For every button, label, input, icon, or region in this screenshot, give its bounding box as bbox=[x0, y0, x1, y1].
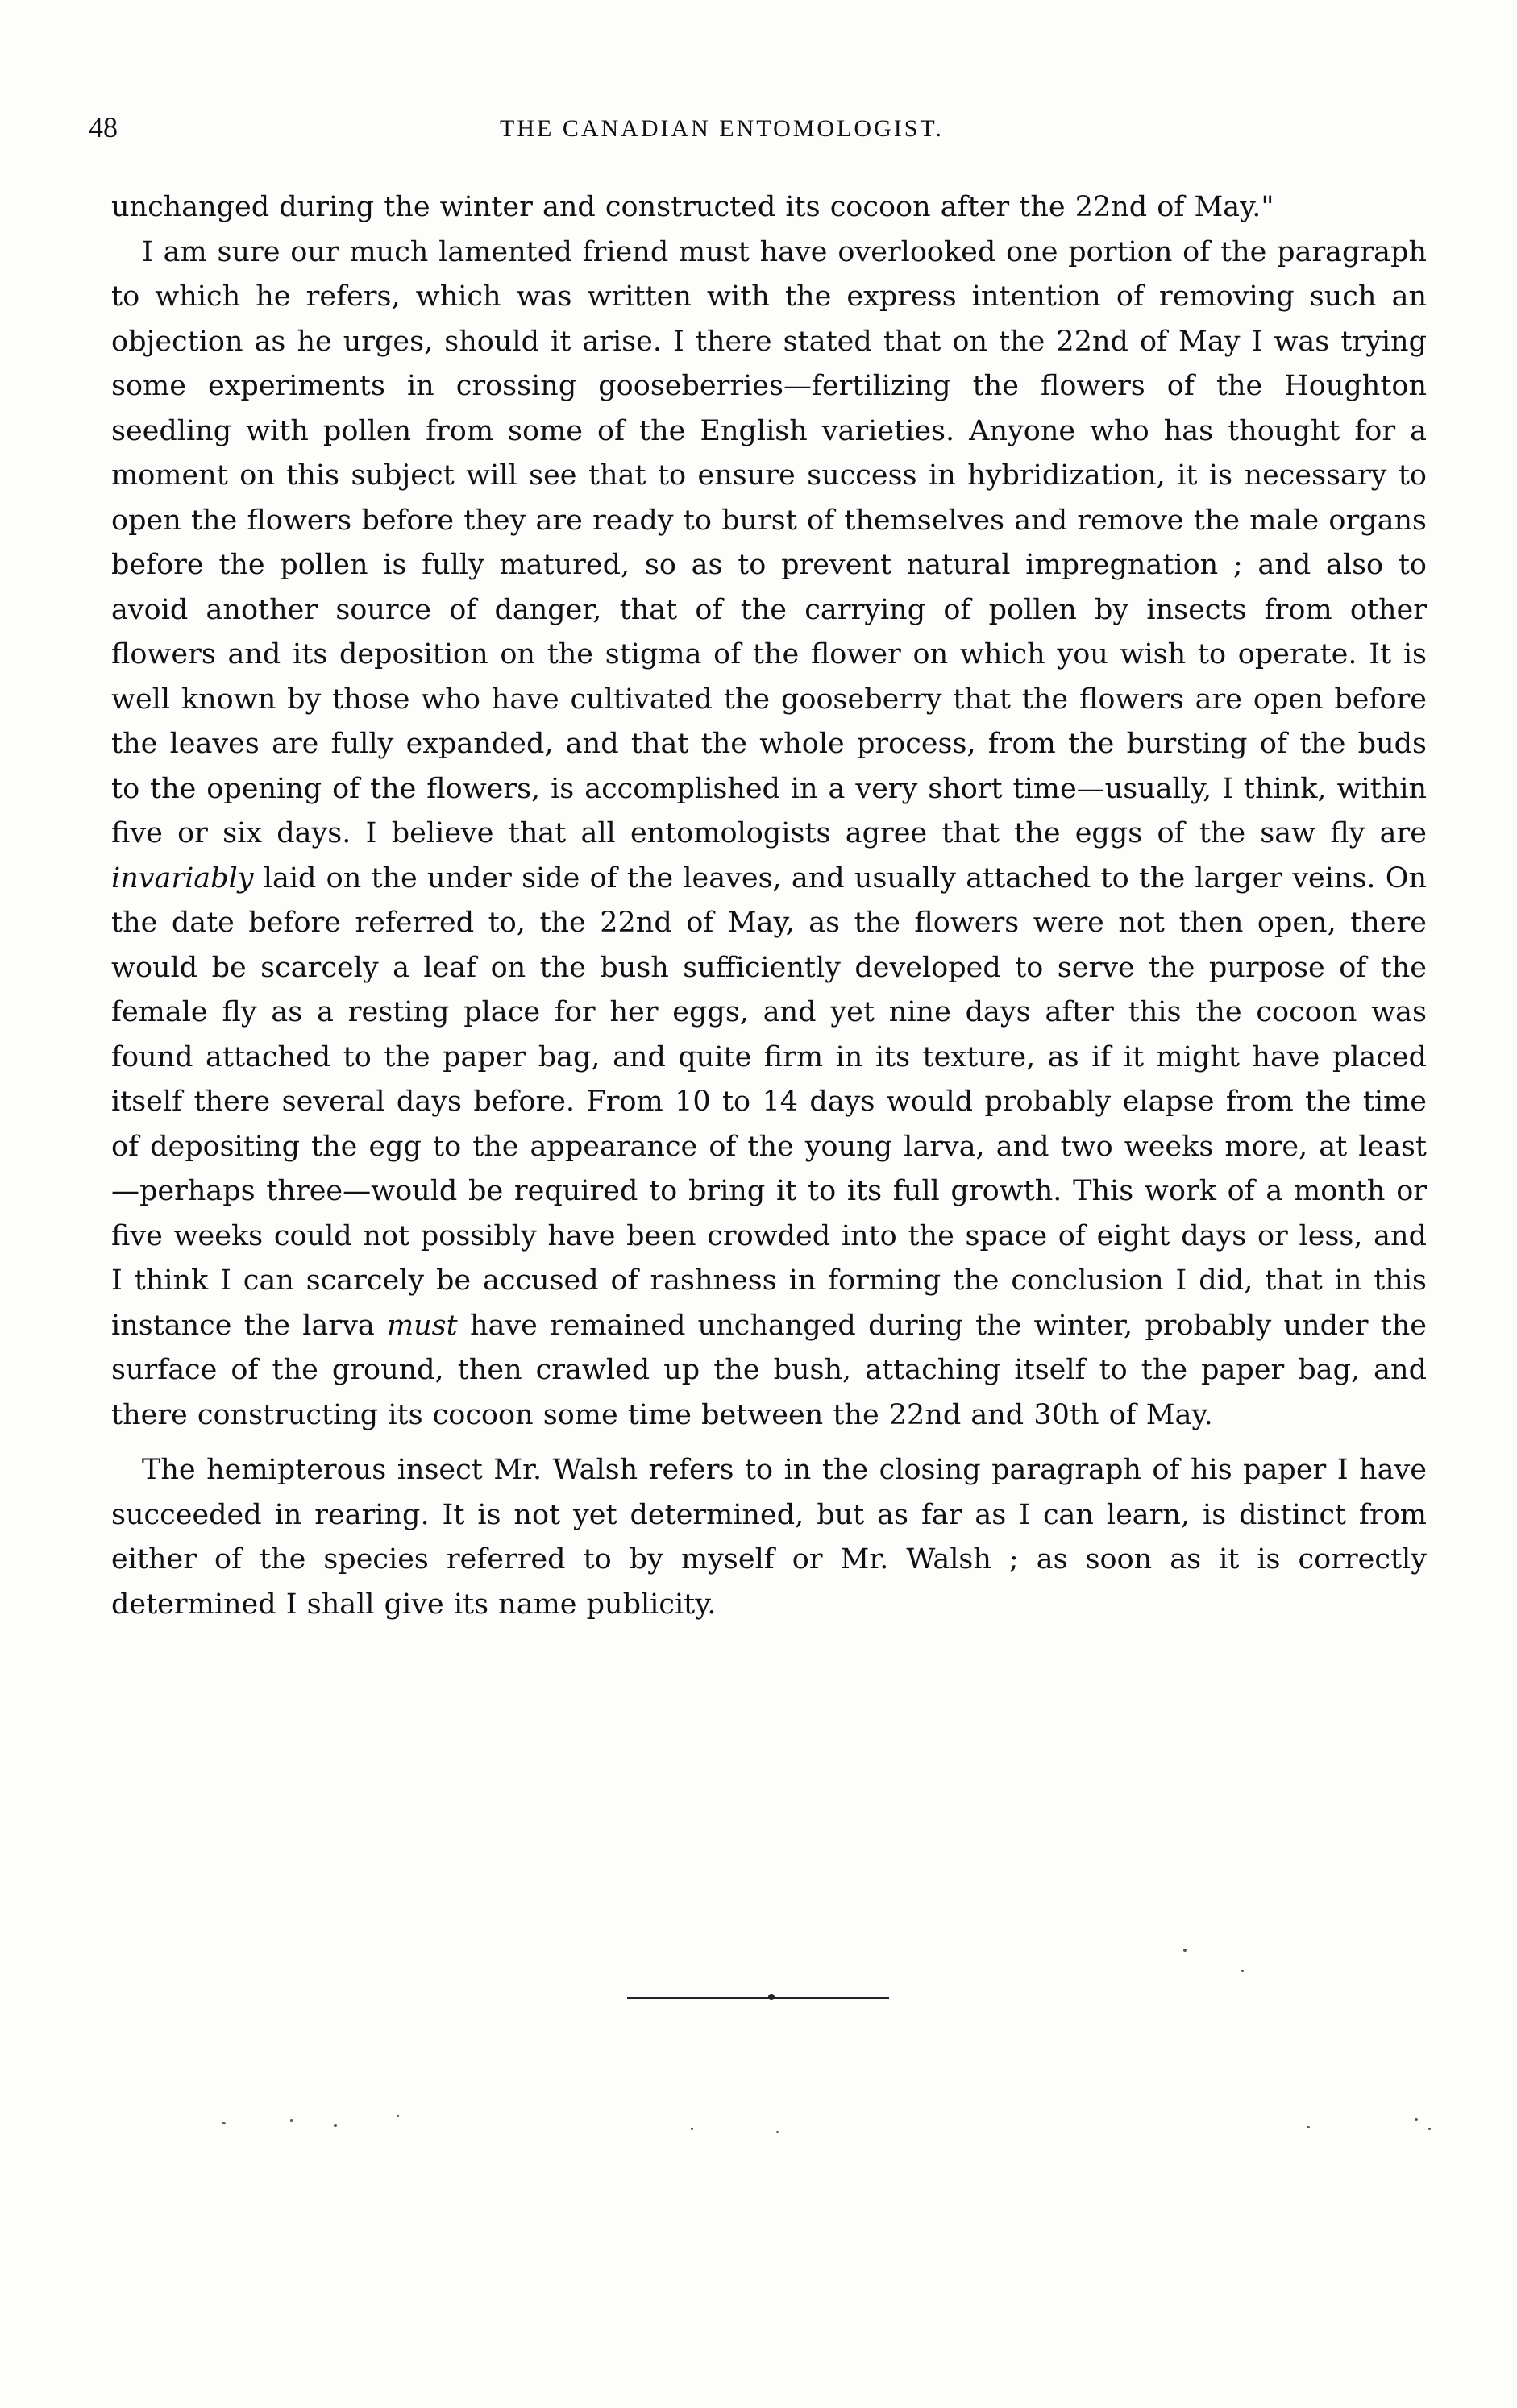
paragraph-main-text-3: have remained unchanged during the winter, probably under the surface of the ground, then crawled up the bush, attaching itself to the paper bag, and there constructing its cocoon some time between the 22nd and 30th of May. bbox=[111, 1309, 1427, 1431]
paragraph-main-text-1: I am sure our much lamented friend must have overlooked one portion of the paragraph to which he refers, which was written with the express intention of removing such an objection as he urges, should it arise. I there stated that on the 22nd of May I was trying some experiments in crossing gooseberries—fertilizing the flowers of the Houghton seedling with pollen from some of the English varieties. Anyone who has thought for a moment on this subject will see that to ensure success in hybridization, it is necessary to open the flowers before they are ready to burst of themselves and remove the male organs before the pollen is fully matured, so as to prevent natural impregnation ; and also to avoid another source of danger, that of the carrying of pollen by insects from other flowers and its deposition on the stigma of the flower on which you wish to operate. It is well known by those who have cultivated the gooseberry that the flowers are open before the leaves are fully expanded, and that the whole process, from the bursting of the buds to the opening of the flowers, is accomplished in a very short time—usually, I think, within five or six days. I believe that all entomologists agree that the eggs of the saw fly are bbox=[111, 235, 1427, 849]
paragraph-main bbox=[111, 230, 1427, 1439]
print-speck bbox=[222, 2122, 226, 2124]
print-speck bbox=[1307, 2126, 1310, 2128]
print-speck bbox=[1241, 1970, 1244, 1972]
page-number: 48 bbox=[89, 111, 118, 143]
article-body bbox=[111, 185, 1427, 1627]
paragraph-continuation: unchanged during the winter and constructed its cocoon after the 22nd of May." bbox=[111, 191, 1274, 223]
section-divider-dot bbox=[768, 1994, 775, 2000]
print-speck bbox=[691, 2128, 693, 2130]
print-speck bbox=[397, 2115, 399, 2117]
print-speck bbox=[776, 2131, 779, 2133]
print-speck bbox=[1415, 2118, 1418, 2121]
paragraph-closing: The hemipterous insect Mr. Walsh refers to in the closing paragraph of his paper I have succeeded in rearing. It is not yet determined, but as far as I can learn, is distinct from either of the species referred to by myself or Mr. Walsh ; as soon as it is correctly determined I shall give its name publicity. bbox=[111, 1454, 1427, 1621]
paragraph-main-text-2: laid on the under side of the leaves, and usually attached to the larger veins. On the date before referred to, the 22nd of May, as the flowers were not then open, there would be scarcely a leaf on the bush sufficiently developed to serve the purpose of the female fly as a resting place for her eggs, and yet nine days after this the cocoon was found attached to the paper bag, and quite firm in its texture, as if it might have placed itself there several days before. From 10 to 14 days would probably elapse from the time of depositing the egg to the appearance of the young larva, and two weeks more, at least—perhaps three—would be required to bring it to its full growth. This work of a month or five weeks could not possibly have been crowded into the space of eight days or less, and I think I can scarcely be accused of rashness in forming the conclusion I did, that in this instance the larva bbox=[111, 861, 1427, 1342]
italic-word-invariably: invariably bbox=[111, 861, 254, 895]
print-speck bbox=[1183, 1949, 1187, 1952]
print-speck bbox=[334, 2124, 337, 2127]
print-speck bbox=[1428, 2128, 1431, 2130]
print-speck bbox=[290, 2119, 293, 2122]
running-header bbox=[89, 111, 1427, 152]
italic-word-must: must bbox=[386, 1309, 458, 1342]
section-divider-rule bbox=[627, 1997, 889, 1999]
running-title: THE CANADIAN ENTOMOLOGIST. bbox=[500, 115, 945, 142]
